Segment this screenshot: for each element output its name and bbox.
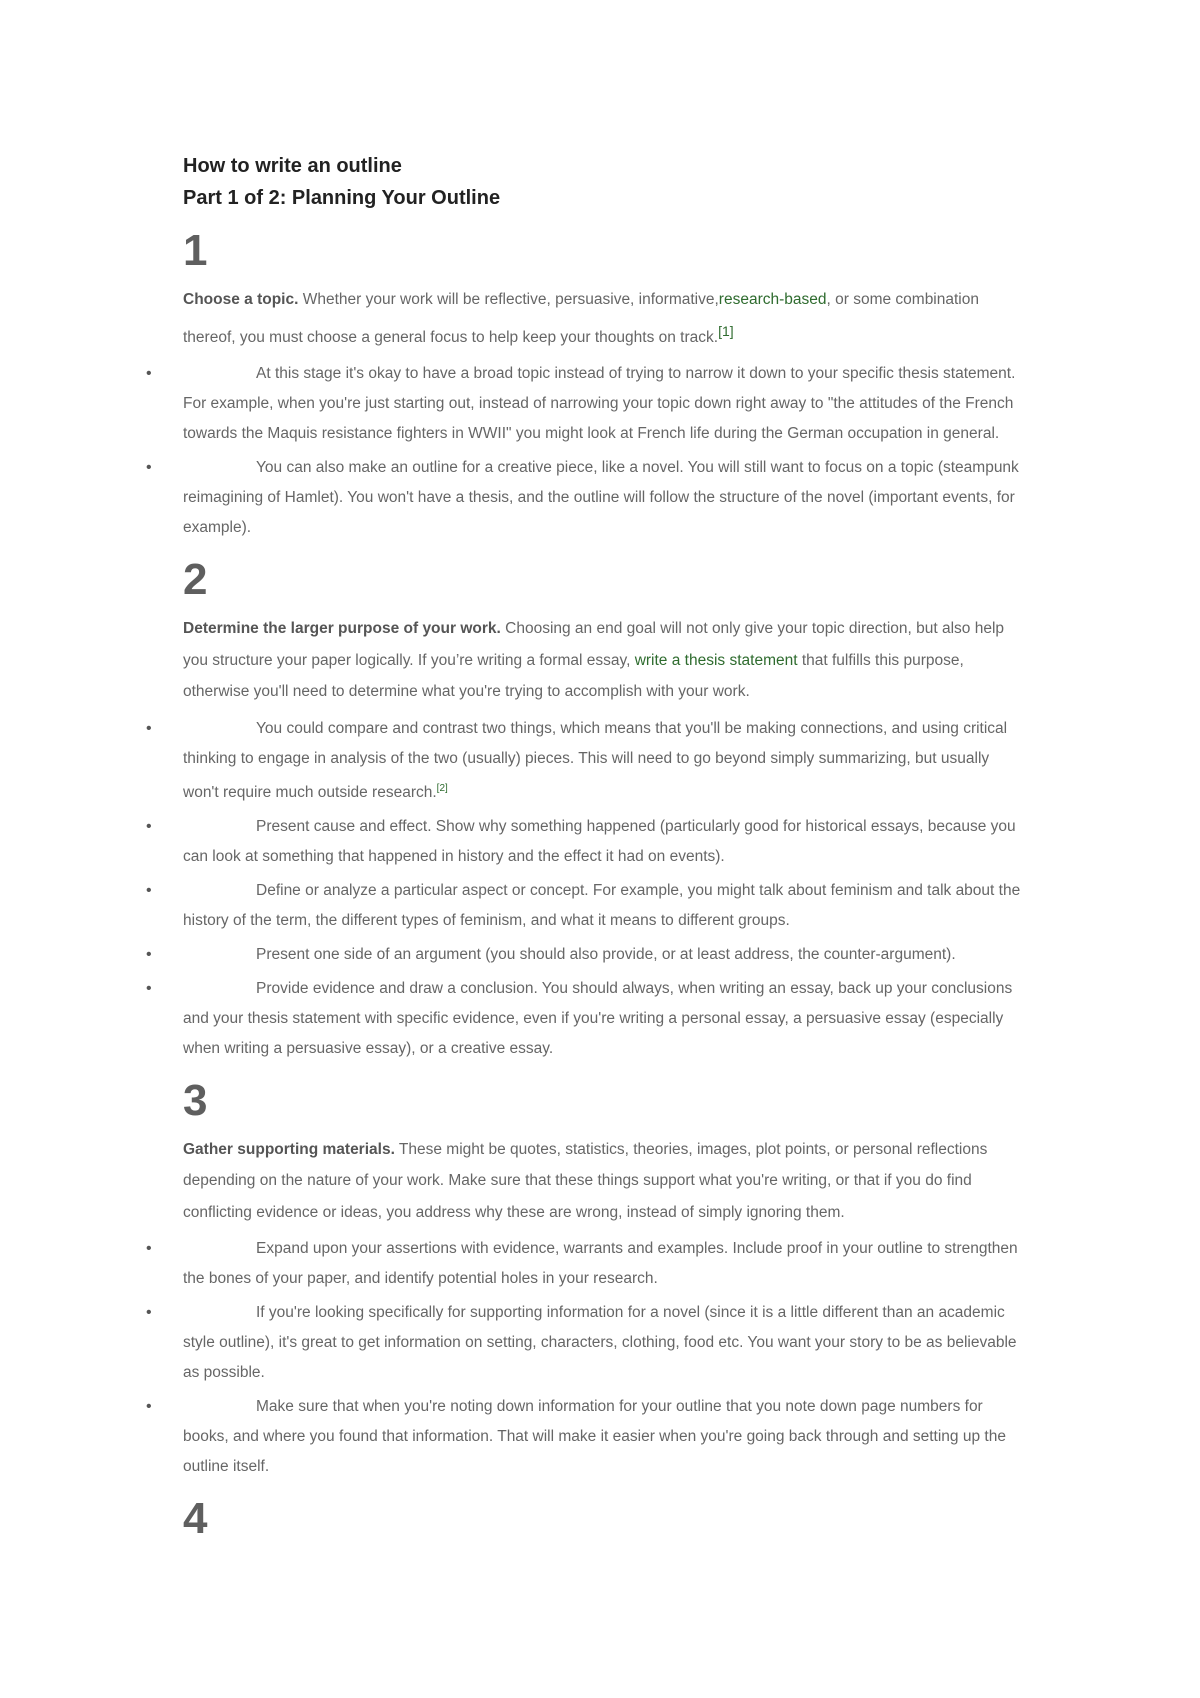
step-3 [183, 1076, 1028, 1483]
step-4 [183, 1494, 1028, 1544]
list-item: • Present one side of an argument (you should also provide, or at least address, the counter-argument). [183, 940, 1028, 970]
step-text [183, 613, 1028, 708]
list-item: • Provide evidence and draw a conclusion. You should always, when writing an essay, back up your conclusions and your thesis statement with specific evidence, even if you're writing a personal essay, a persuasive essay (especially when writing a persuasive essay), or a creative essay. [183, 974, 1028, 1064]
step-lead: Choose a topic. [183, 291, 299, 308]
step-lead: Determine the larger purpose of your work. [183, 620, 501, 638]
step-body: , or some combination thereof, you must choose a general focus to help keep your thoughts on track. [183, 291, 979, 346]
step-body: that fulfills this purpose, otherwise you'll need to determine what you're trying to accomplish with your work. [183, 651, 964, 701]
step-body: These might be quotes, statistics, theories, images, plot points, or personal reflections depending on the nature of your work. Make sure that these things support what you're writing, or that if you do find conflicting evidence or ideas, you address why these are wrong, instead of simply ignoring them. [183, 1140, 988, 1221]
step-text [183, 284, 1028, 353]
document-body [183, 150, 1028, 1552]
step-number: 1 [183, 226, 208, 275]
step-1 [183, 226, 1028, 543]
section-title: Part 1 of 2: Planning Your Outline [183, 187, 501, 209]
list-item: • Present cause and effect. Show why something happened (particularly good for historical essays, because you can look at something that happened in history and the effect it had on events). [183, 812, 1028, 872]
page-title: How to write an outline [183, 155, 402, 177]
list-item: • You can also make an outline for a creative piece, like a novel. You will still want to focus on a topic (steampunk reimagining of Hamlet). You won't have a thesis, and the outline will follow the structure of the novel (important events, for example). [183, 453, 1028, 543]
bullet-list [183, 1234, 1028, 1482]
list-item: • If you're looking specifically for supporting information for a novel (since it is a little different than an academic style outline), it's great to get information on setting, characters, clothing, food etc. You want your story to be as believable as possible. [183, 1298, 1028, 1388]
list-item: • At this stage it's okay to have a broad topic instead of trying to narrow it down to your specific thesis statement. For example, when you're just starting out, instead of narrowing your topic down right away to "the attitudes of the French towards the Maquis resistance fighters in WWII" you might look at French life during the German occupation in general. [183, 359, 1028, 449]
bullet-list [183, 359, 1028, 543]
list-item: • Expand upon your assertions with evidence, warrants and examples. Include proof in your outline to strengthen the bones of your paper, and identify potential holes in your research. [183, 1234, 1028, 1294]
step-number: 2 [183, 555, 208, 605]
step-number: 3 [183, 1075, 208, 1125]
thesis-statement-link[interactable]: write a thesis statement [634, 651, 798, 669]
step-body: Whether your work will be reflective, persuasive, informative, [298, 291, 719, 308]
list-item: • Make sure that when you're noting down information for your outline that you note down page numbers for books, and where you found that information. That will make it easier when you're going back through and setting up the outline itself. [183, 1392, 1028, 1482]
step-2 [183, 555, 1028, 1064]
citation-link[interactable]: [2] [436, 782, 448, 794]
list-item: • Define or analyze a particular aspect or concept. For example, you might talk about feminism and talk about the history of the term, the different types of feminism, and what it means to different groups. [183, 876, 1028, 936]
research-based-link[interactable]: research-based [718, 291, 827, 308]
step-text [183, 1134, 1028, 1229]
bullet-list [183, 714, 1028, 1064]
step-lead: Gather supporting materials. [183, 1140, 395, 1158]
list-item: • You could compare and contrast two things, which means that you'll be making connections, and using critical thinking to engage in analysis of the two (usually) pieces. This will need to go beyond simply summarizing, but usually won't require much outside research.[2] [183, 714, 1028, 808]
step-number: 4 [183, 1494, 208, 1544]
step-body: Choosing an end goal will not only give your topic direction, but also help you structure your paper logically. If you’re writing a formal essay, [183, 620, 1005, 669]
citation-link[interactable]: [1] [718, 322, 734, 339]
